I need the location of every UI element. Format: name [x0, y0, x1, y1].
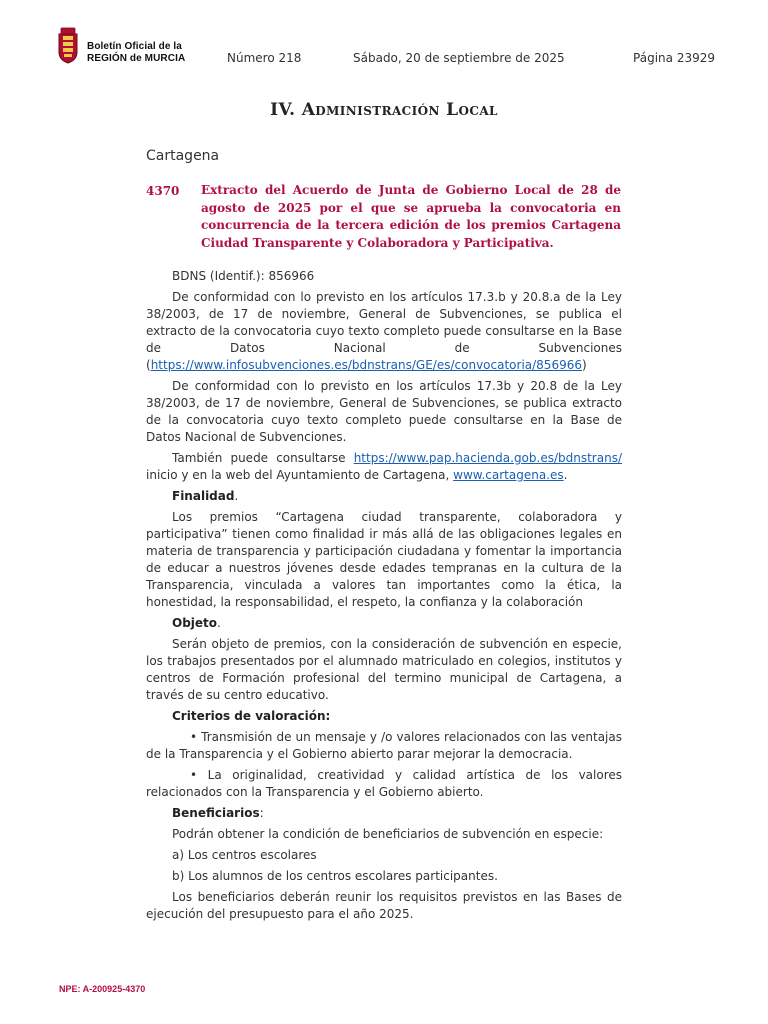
announcement-title: Extracto del Acuerdo de Junta de Gobierno Local de 28 de agosto de 2025 por el que se aprueba la convocatoria en concurrencia de la tercera edición de los premios Cartagena Ciudad Transparente y Colaboradora y Participativa.: [201, 183, 621, 250]
paragraph-consult-end: .: [563, 468, 568, 482]
page-number: Página 23929: [633, 51, 715, 65]
finalidad-heading-line: [146, 488, 622, 505]
page-header: [55, 26, 715, 66]
announcement-body: [146, 268, 622, 927]
beneficiarios-heading-colon: :: [259, 806, 264, 820]
org-name: [87, 41, 185, 65]
org-name-line2: REGIÓN de MURCIA: [87, 53, 186, 64]
paragraph-legal-1-end: ): [581, 358, 587, 372]
beneficiarios-requisitos: Los beneficiarios deberán reunir los requisitos previstos en las Bases de ejecución del presupuesto para el año 2025.: [146, 890, 622, 921]
objeto-heading-line: [146, 615, 622, 632]
borm-logo: [55, 26, 195, 66]
announcement-number: 4370: [146, 184, 180, 198]
issue-number: Número 218: [227, 51, 302, 65]
objeto-text: Serán objeto de premios, con la consideración de subvención en especie, los trabajos presentados por el alumnado matriculado en colegios, institutos y centros de Formación profesional del termino municipal de Cartagena, a través de su centro educativo.: [146, 637, 622, 702]
beneficiarios-heading: Beneficiarios: [172, 806, 260, 820]
criterios-heading: Criterios de valoración:: [172, 709, 331, 723]
paragraph-consult: [146, 450, 622, 484]
finalidad-heading: Finalidad: [172, 489, 235, 503]
paragraph-legal-2: De conformidad con lo previsto en los artículos 17.3b y 20.8 de la Ley 38/2003, de 17 de noviembre, General de Subvenciones, se publica extracto de la convocatoria cuyo texto completo puede consultarse en la Base de Datos Nacional de Subvenciones.: [146, 379, 622, 444]
section-title: IV. Administración Local: [270, 100, 498, 120]
paragraph-consult-mid: inicio y en la web del Ayuntamiento de Cartagena,: [146, 468, 454, 482]
pap-hacienda-link[interactable]: https://www.pap.hacienda.gob.es/bdnstrans/: [353, 451, 622, 465]
beneficiarios-heading-line: [146, 805, 622, 822]
finalidad-text: Los premios “Cartagena ciudad transparente, colaboradora y participativa” tienen como finalidad ir más allá de las obligaciones legales en materia de transparencia y participación ciudadana y fomentar la importancia de educar a nuestros jóvenes desde edades tempranas en la cultura de la Transparencia, vinculada a valores tan importantes como la ética, la honestidad, la responsabilidad, el respeto, la confianza y la colaboración: [146, 510, 622, 609]
locality-title: Cartagena: [146, 148, 220, 164]
criterios-heading-line: [146, 708, 622, 725]
bdns-id: BDNS (Identif.): 856966: [172, 269, 315, 283]
paragraph-legal-1: [146, 289, 622, 374]
region-murcia-crest-icon: [55, 26, 81, 64]
criterio-item-1: • Transmisión de un mensaje y /o valores relacionados con las ventajas de la Transparencia y el Gobierno abierto parar mejorar la democracia.: [146, 730, 622, 761]
beneficiarios-text: Podrán obtener la condición de beneficiarios de subvención en especie:: [172, 827, 604, 841]
org-name-line1: Boletín Oficial de la: [87, 41, 182, 52]
cartagena-website-link[interactable]: www.cartagena.es: [453, 468, 564, 482]
paragraph-legal-1-text: De conformidad con lo previsto en los artículos 17.3.b y 20.8.a de la Ley 38/2003, de 17 de noviembre, General de Subvenciones, se publica el extracto de la convocatoria cuyo texto completo puede consultarse en la Base de Datos Nacional de Subvenciones (: [146, 290, 622, 372]
bdns-convocatoria-link[interactable]: https://www.infosubvenciones.es/bdnstrans/GE/es/convocatoria/856966: [150, 358, 582, 372]
finalidad-heading-dot: .: [234, 489, 239, 503]
paragraph-consult-text: También puede consultarse: [172, 451, 354, 465]
npe-code: NPE: A-200925-4370: [59, 984, 146, 994]
criterio-item-2: • La originalidad, creatividad y calidad artística de los valores relacionados con la Transparencia y el Gobierno abierto.: [146, 768, 622, 799]
beneficiario-item-b: b) Los alumnos de los centros escolares participantes.: [172, 869, 498, 883]
objeto-heading: Objeto: [172, 616, 218, 630]
objeto-heading-dot: .: [217, 616, 221, 630]
issue-date: Sábado, 20 de septiembre de 2025: [353, 51, 565, 65]
beneficiario-item-a: a) Los centros escolares: [172, 848, 317, 862]
